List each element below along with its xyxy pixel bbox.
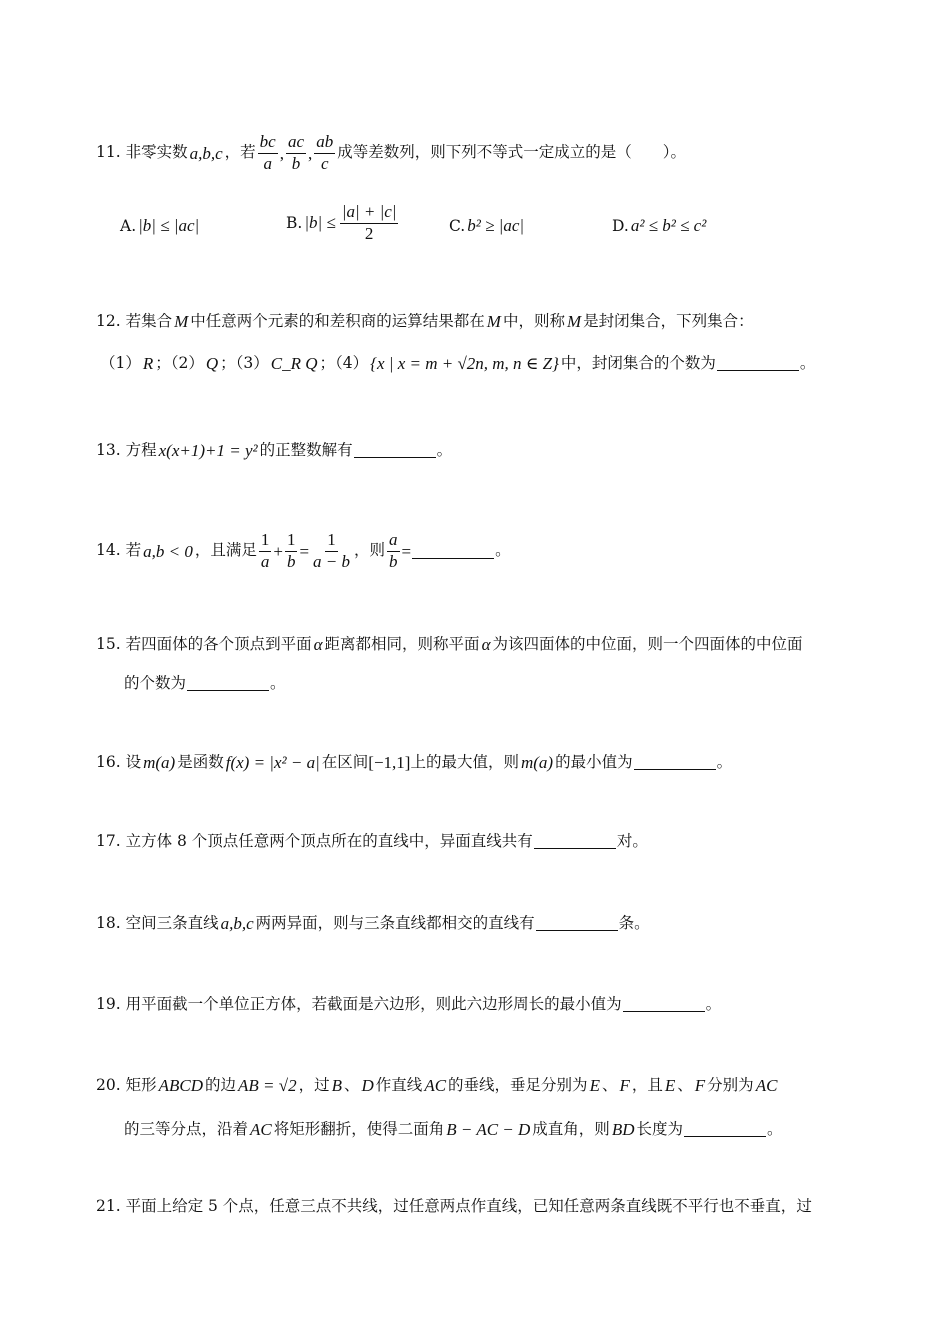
fraction-1-b: [285, 531, 298, 571]
question-number: 15.: [96, 634, 121, 653]
math: AB = √2: [238, 1076, 297, 1095]
text: 用平面截一个单位正方体，若截面是六边形，则此六边形周长的最小值为: [125, 995, 622, 1013]
text: 、: [677, 1075, 693, 1094]
math: E: [589, 1076, 600, 1095]
text: 非零实数: [125, 143, 188, 162]
question-15-line-2: [124, 676, 286, 692]
numerator: 1: [325, 531, 338, 552]
answer-blank: [354, 443, 436, 458]
answer-blank: [534, 834, 616, 849]
text: 、: [344, 1075, 360, 1094]
question-number: 13.: [96, 440, 121, 459]
math: B: [331, 1076, 342, 1095]
math: a,b < 0: [143, 541, 193, 561]
math: AC: [755, 1076, 778, 1095]
text: 是封闭集合，下列集合：: [583, 311, 754, 330]
text: 。: [716, 752, 733, 771]
denominator: 2: [364, 223, 374, 243]
denominator: b: [389, 551, 398, 571]
text: 矩形: [125, 1075, 157, 1094]
option-b: [286, 203, 400, 243]
text: ，过: [298, 1075, 330, 1094]
text: ；（3）: [220, 353, 269, 372]
math: M: [486, 312, 501, 331]
math: F: [619, 1076, 630, 1095]
question-number: 21.: [96, 1197, 121, 1215]
math: M: [174, 312, 189, 331]
operator: +: [273, 541, 283, 561]
text: 上的最大值，则: [410, 752, 519, 771]
math: C_R Q: [270, 354, 318, 373]
text: 若集合: [125, 311, 173, 330]
question-16: [96, 754, 732, 771]
text: 。: [495, 541, 511, 560]
question-13: [96, 442, 452, 459]
denominator: a: [260, 551, 270, 571]
math: a² ≤ b² ≤ c²: [630, 216, 707, 235]
math: D: [361, 1076, 374, 1095]
text: 方程: [125, 440, 157, 459]
option-a: [120, 216, 201, 236]
math: F: [694, 1076, 706, 1095]
math: α: [313, 635, 323, 654]
option-c: [449, 216, 526, 236]
text: （1）: [100, 353, 141, 372]
question-number: 17.: [96, 832, 121, 850]
numerator: bc: [258, 133, 278, 154]
math: |b| ≤: [304, 213, 336, 233]
denominator: b: [291, 153, 301, 173]
text: ，若: [224, 143, 256, 162]
fraction-1-a-minus-b: [311, 531, 352, 571]
text: 平面上给定 5 个点，任意三点不共线，过任意两点作直线，已知任意两条直线既不平行也不垂直，过: [125, 1197, 812, 1215]
text: ；（2）: [155, 353, 204, 372]
math: AC: [250, 1120, 272, 1139]
math: |b| ≤ |ac|: [138, 216, 200, 235]
answer-blank: [536, 916, 618, 931]
fraction-ab-c: [314, 133, 335, 173]
question-19: [96, 997, 721, 1013]
text: 中，则称: [502, 311, 565, 330]
question-17: [96, 834, 648, 850]
text: 为该四面体的中位面，则一个四面体的中位面: [492, 634, 803, 653]
text: ；（4）: [319, 353, 369, 372]
text: 若四面体的各个顶点到平面: [125, 634, 312, 653]
question-20-line-1: [96, 1077, 779, 1094]
answer-blank: [684, 1122, 766, 1137]
text: 的垂线，垂足分别为: [448, 1075, 588, 1094]
question-number: 14.: [96, 541, 121, 560]
option-d: [612, 216, 708, 236]
text: ，且满足: [194, 541, 257, 560]
denominator: b: [286, 551, 296, 571]
denominator: c: [320, 153, 329, 173]
answer-blank: [623, 997, 705, 1012]
text: 长度为: [636, 1119, 683, 1138]
text: 中任意两个元素的和差积商的运算结果都在: [190, 311, 485, 330]
math: m(a): [520, 753, 554, 772]
math: [−1,1]: [368, 753, 411, 772]
question-20-line-2: [124, 1121, 783, 1138]
math: x(x+1)+1 = y²: [158, 441, 258, 460]
denominator: a: [263, 153, 272, 173]
question-12-line-2: [100, 355, 815, 372]
question-number: 11.: [96, 143, 121, 162]
numerator: |a| + |c|: [340, 203, 399, 224]
numerator: ab: [314, 133, 335, 154]
text: ，则: [354, 541, 386, 560]
text: 作直线: [375, 1075, 423, 1094]
text: 距离都相同，则称平面: [324, 634, 480, 653]
question-18: [96, 915, 650, 932]
operator: =: [299, 541, 310, 561]
math: m(a): [143, 753, 176, 772]
text: 中，封闭集合的个数为: [560, 353, 716, 372]
text: 。: [799, 353, 816, 372]
text: 将矩形翻折，使得二面角: [273, 1119, 445, 1138]
option-label: D.: [612, 217, 629, 235]
fraction-abs-sum-over-2: [340, 203, 399, 243]
question-number: 16.: [96, 752, 121, 771]
question-15-line-1: [96, 636, 803, 653]
answer-blank: [187, 676, 269, 691]
text: 。: [705, 995, 722, 1013]
text: 空间三条直线: [125, 913, 219, 932]
answer-blank: [412, 544, 494, 559]
math: Q: [205, 354, 219, 373]
math: a,b,c: [220, 914, 254, 933]
denominator: a − b: [313, 551, 351, 571]
question-21: [96, 1199, 812, 1215]
operator: =: [401, 541, 412, 561]
text: 是函数: [177, 752, 224, 771]
text: 、: [601, 1075, 618, 1094]
answer-blank: [717, 356, 799, 371]
text: 对。: [616, 832, 648, 850]
math: f(x) = |x² − a|: [225, 753, 320, 772]
text: 若: [125, 541, 142, 560]
text: 的正整数解有: [259, 440, 353, 459]
math: E: [664, 1076, 676, 1095]
text: 。: [270, 674, 286, 692]
text: 条。: [618, 913, 650, 932]
fraction-1-a: [259, 531, 272, 571]
text: 。: [436, 440, 453, 459]
text: 的三等分点，沿着: [124, 1119, 249, 1138]
text: 的最小值为: [555, 752, 633, 771]
question-12-line-1: [96, 313, 754, 330]
math: BD: [611, 1120, 635, 1139]
text: ，且: [631, 1075, 663, 1094]
math: a,b,c: [189, 143, 223, 163]
option-label: B.: [286, 214, 303, 233]
question-14: [96, 528, 511, 574]
text: 设: [125, 752, 142, 771]
math: AC: [424, 1076, 447, 1095]
text: 的个数为: [124, 674, 187, 692]
text: 两两异面，则与三条直线都相交的直线有: [255, 913, 535, 932]
text: 的边: [205, 1075, 237, 1094]
option-label: C.: [449, 217, 466, 235]
math: M: [566, 312, 582, 331]
math: R: [142, 354, 154, 373]
question-11-stem: 11. 非零实数 a,b,c ，若 $\frac{bc}{a}$ , $\frac{ac}{b}$ , $\frac{ab}{c}$ 成等差数列，则下列不等式一定成立的是（ ）。: [96, 131, 687, 173]
numerator: 1: [259, 531, 272, 552]
question-number: 18.: [96, 913, 121, 932]
text: 。: [767, 1119, 783, 1138]
numerator: ac: [286, 133, 306, 154]
math: α: [481, 635, 491, 654]
fraction-bc-a: [258, 133, 278, 173]
text: 分别为: [707, 1075, 754, 1094]
fraction-ac-b: [286, 133, 306, 173]
question-number: 12.: [96, 311, 121, 330]
numerator: 1: [285, 531, 298, 552]
question-number: 19.: [96, 995, 121, 1013]
answer-blank: [634, 755, 716, 770]
text: 成直角，则: [532, 1119, 610, 1138]
math: b² ≥ |ac|: [467, 216, 525, 235]
math: ABCD: [158, 1076, 203, 1095]
math-set: {x | x = m + √2n, m, n ∈ Z}: [370, 354, 559, 373]
text: 成等差数列，则下列不等式一定成立的是（ ）。: [337, 143, 687, 162]
question-number: 20.: [96, 1075, 121, 1094]
fraction-a-b: [387, 531, 400, 571]
numerator: a: [387, 531, 400, 552]
text: 立方体 8 个顶点任意两个顶点所在的直线中，异面直线共有: [125, 832, 533, 850]
option-label: A.: [120, 217, 137, 235]
math: B − AC − D: [446, 1120, 531, 1139]
text: 在区间: [321, 752, 369, 771]
